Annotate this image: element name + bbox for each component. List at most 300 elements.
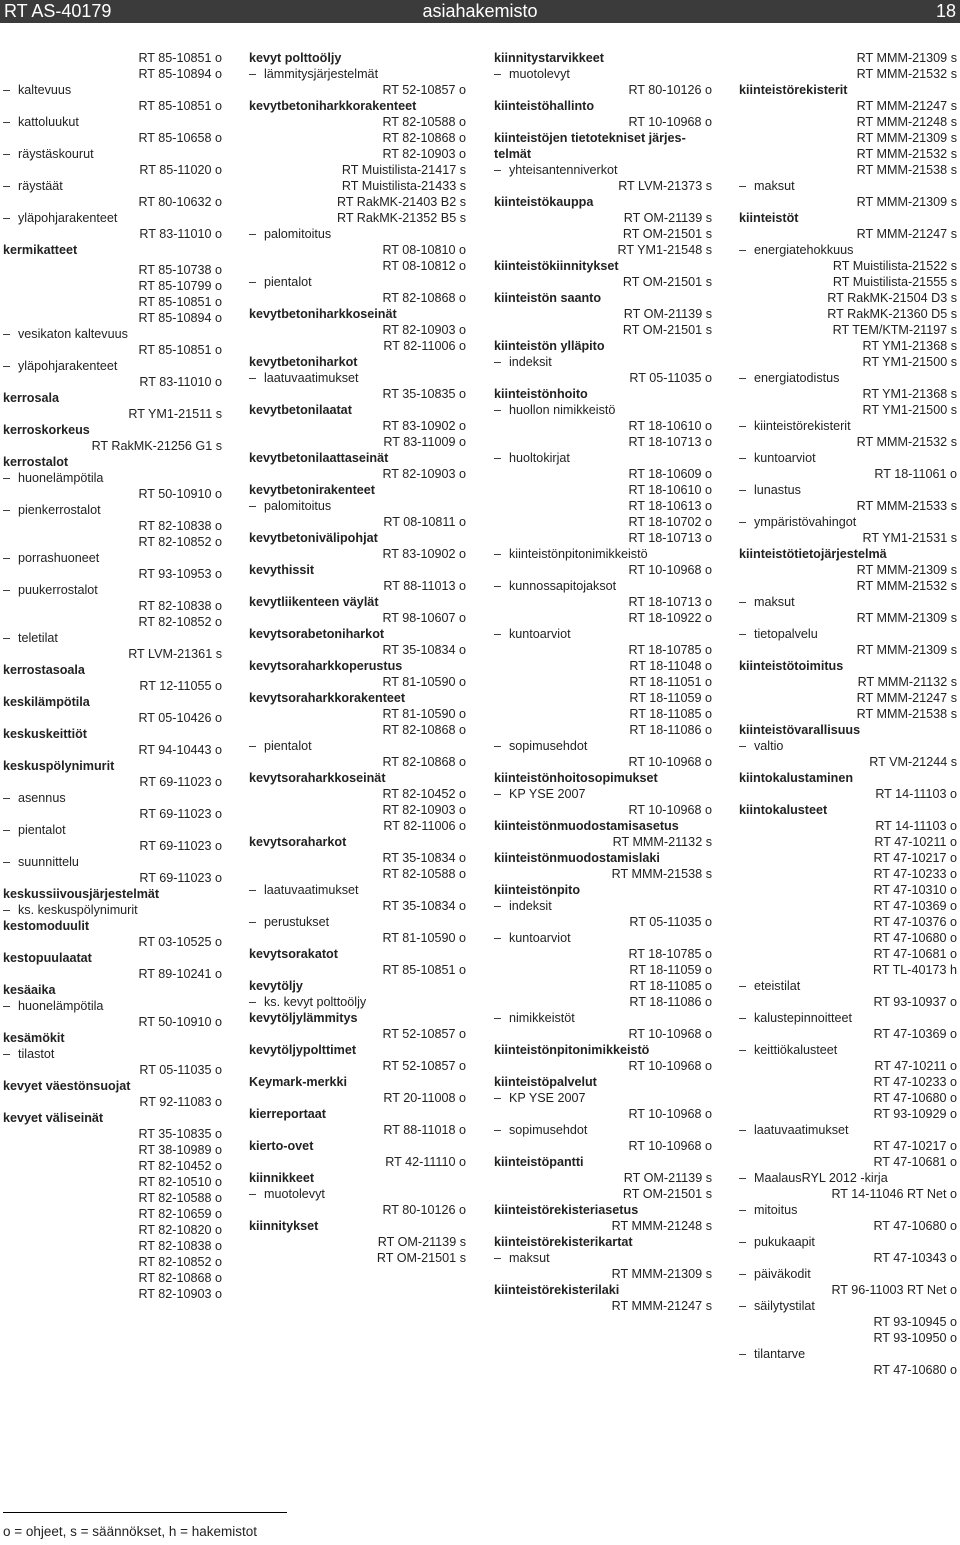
index-subentry: – laatuvaatimukset [739,1122,957,1138]
index-subentry: – huoltokirjat [494,450,712,466]
index-reference: RT 81-10590 o [382,707,466,721]
index-heading: kiinnitystarvikkeet [494,51,604,65]
index-heading: kerrostalot [3,455,69,469]
index-subentry: – kuntoarviot [494,930,712,946]
index-reference: RT 85-10851 o [138,51,222,65]
index-reference: RT 85-10658 o [138,131,222,145]
index-reference: RT OM-21139 s [623,307,712,321]
index-reference: RT VM-21244 s [869,755,957,769]
index-reference: RT Muistilista-21522 s [832,259,957,273]
index-reference: RT 80-10126 o [628,83,712,97]
index-reference: RT 82-10868 o [138,1271,222,1285]
index-reference: RT 35-10835 o [138,1127,222,1141]
index-reference: RT 83-11010 o [139,375,222,389]
index-reference: RT 98-10607 o [382,611,466,625]
index-heading: kiinteistönmuodostamisasetus [494,819,679,833]
index-heading: keskussiivousjärjestelmät [3,887,160,901]
index-reference: RT MMM-21309 s [856,611,957,625]
index-reference: RT 83-11010 o [139,227,222,241]
header-section-title: asiahakemisto [422,1,538,21]
index-reference: RT OM-21501 s [622,275,712,289]
index-reference: RT 47-10233 o [873,1075,957,1089]
index-reference: RT MMM-21309 s [611,1267,712,1281]
index-reference: RT 08-10812 o [382,259,466,273]
index-subentry: – kuntoarviot [494,626,712,642]
index-reference: RT 89-10241 o [138,967,222,981]
index-reference: RT 47-10310 o [873,883,957,897]
index-subentry: – pienkerrostalot [3,502,222,518]
index-subentry: – kiinteistörekisterit [739,418,957,434]
index-subentry: – porrashuoneet [3,550,222,566]
index-subentry: – KP YSE 2007 [494,1090,712,1106]
index-reference: RT 18-10785 o [628,643,712,657]
index-reference: RT 18-10613 o [628,499,712,513]
index-heading: kestopuulaatat [3,951,92,965]
index-reference: RT OM-21139 s [377,1235,466,1249]
index-subentry: – tilantarve [739,1346,957,1362]
index-subentry: – kiinteistönpitonimikkeistö [494,546,712,562]
index-reference: RT 82-10868 o [382,755,466,769]
index-reference: RT 92-11083 o [139,1095,222,1109]
index-reference: RT 35-10834 o [382,851,466,865]
index-reference: RT 85-10799 o [138,279,222,293]
index-reference: RT 52-10857 o [382,1027,466,1041]
index-reference: RT 18-11085 o [629,707,712,721]
index-reference: RT 82-10588 o [382,867,466,881]
index-reference: RT 82-10903 o [382,323,466,337]
index-reference: RT OM-21501 s [622,227,712,241]
index-reference: RT 94-10443 o [138,743,222,757]
index-reference: RT 96-11003 RT Net o [831,1283,957,1297]
index-reference: RT OM-21139 s [623,1171,712,1185]
index-subentry: – räystäskourut [3,146,222,162]
index-reference: RT MMM-21538 s [856,163,957,177]
index-heading: kevyet väestönsuojat [3,1079,131,1093]
index-reference: RT YM1-21511 s [128,407,222,421]
index-reference: RT 82-10820 o [138,1223,222,1237]
index-heading: kiinteistöpantti [494,1155,584,1169]
index-subentry: – vesikaton kaltevuus [3,326,222,342]
index-reference: RT 82-10838 o [138,1239,222,1253]
index-heading: kevytöljypolttimet [249,1043,357,1057]
index-reference: RT 12-11055 o [139,679,222,693]
index-subentry: – asennus [3,790,222,806]
index-reference: RT 93-10929 o [873,1107,957,1121]
index-heading: kiinteistöjen tietotekniset järjes- [494,131,686,145]
index-heading: kevytsoraharkkoseinät [249,771,386,785]
index-reference: RT 80-10632 o [138,195,222,209]
index-heading: kiinteistötietojärjestelmä [739,547,887,561]
index-reference: RT MMM-21309 s [856,51,957,65]
index-heading: kevytbetonilaattaseinät [249,451,389,465]
index-subentry: – ympäristövahingot [739,514,957,530]
index-reference: RT 47-10680 o [873,1219,957,1233]
index-reference: RT 82-10452 o [382,787,466,801]
index-reference: RT 82-10903 o [138,1287,222,1301]
index-reference: RT 82-10452 o [138,1159,222,1173]
index-heading: kevytöljylämmitys [249,1011,358,1025]
index-column-4 [739,50,957,1378]
index-reference: RT MMM-21309 s [856,131,957,145]
index-subentry: – yläpohjarakenteet [3,210,222,226]
index-subentry: – teletilat [3,630,222,646]
index-subentry: – lunastus [739,482,957,498]
index-heading: kiinteistön saanto [494,291,602,305]
index-subentry: – kunnossapitojaksot [494,578,712,594]
index-heading: kierreportaat [249,1107,326,1121]
index-subentry: – pientalot [249,738,466,754]
index-reference: RT 35-10834 o [382,643,466,657]
index-reference: RT 08-10810 o [382,243,466,257]
index-reference: RT 08-10811 o [383,515,466,529]
index-reference: RT YM1-21368 s [862,339,957,353]
index-reference: RT 05-11035 o [629,915,712,929]
index-reference: RT 69-11023 o [139,871,222,885]
index-heading: kevytsorakatot [249,947,338,961]
index-subentry: – laatuvaatimukset [249,882,466,898]
index-reference: RT 18-11086 o [629,723,712,737]
index-reference: RT 42-11110 o [385,1155,466,1169]
index-reference: RT 47-10680 o [873,1363,957,1377]
index-heading: telmät [494,147,532,161]
index-reference: RT 81-10590 o [382,675,466,689]
index-subentry: – lämmitysjärjestelmät [249,66,466,82]
index-heading: kevyet väliseinät [3,1111,104,1125]
index-reference: RT YM1-21548 s [617,243,712,257]
index-reference: RT OM-21501 s [376,1251,466,1265]
index-reference: RT 47-10369 o [873,899,957,913]
index-reference: RT MMM-21247 s [856,227,957,241]
index-heading: keskuspölynimurit [3,759,115,773]
index-reference: RT 10-10968 o [628,1107,712,1121]
index-reference: RT 93-10937 o [873,995,957,1009]
index-subentry: – energiatehokkuus [739,242,957,258]
index-reference: RT LVM-21361 s [128,647,222,661]
index-reference: RT 35-10834 o [382,899,466,913]
index-reference: RT 82-10852 o [138,615,222,629]
index-subentry: – säilytystilat [739,1298,957,1314]
index-heading: kiinteistönhoitosopimukset [494,771,658,785]
index-subentry: – muotolevyt [249,1186,466,1202]
index-reference: RT 52-10857 o [382,1059,466,1073]
index-reference: RT 82-10852 o [138,535,222,549]
index-reference: RT 82-10903 o [382,803,466,817]
index-subentry: – kaltevuus [3,82,222,98]
index-reference: RT MMM-21532 s [856,67,957,81]
index-reference: RT 14-11103 o [875,787,957,801]
index-reference: RT MMM-21132 s [857,675,957,689]
index-subentry: – indeksit [494,898,712,914]
index-reference: RT 88-11018 o [383,1123,466,1137]
index-reference: RT MMM-21309 s [856,643,957,657]
index-heading: kiinteistökauppa [494,195,594,209]
index-heading: kerroskorkeus [3,423,90,437]
index-subentry: – kuntoarviot [739,450,957,466]
index-reference: RT 18-10713 o [628,531,712,545]
index-reference: RT 85-11020 o [139,163,222,177]
index-reference: RT 18-10702 o [628,515,712,529]
index-heading: kiinteistönhoito [494,387,588,401]
index-subentry: – kalustepinnoitteet [739,1010,957,1026]
index-heading: kevytsoraharkkorakenteet [249,691,406,705]
index-reference: RT 03-10525 o [138,935,222,949]
index-heading: kevytsorabetoniharkot [249,627,385,641]
index-reference: RT 47-10369 o [873,1027,957,1041]
index-reference: RT 18-10610 o [628,419,712,433]
index-reference: RT 93-10953 o [138,567,222,581]
index-heading: Keymark-merkki [249,1075,348,1089]
index-heading: kiinteistörekisterikartat [494,1235,633,1249]
index-reference: RT MMM-21309 s [856,195,957,209]
index-reference: RT MMM-21132 s [612,835,712,849]
index-reference: RT 85-10738 o [138,263,222,277]
index-reference: RT 82-10838 o [138,599,222,613]
index-reference: RT MMM-21532 s [856,147,957,161]
index-heading: kiinteistönpitonimikkeistö [494,1043,650,1057]
index-reference: RT MMM-21309 s [856,563,957,577]
index-reference: RT 82-10903 o [382,147,466,161]
index-reference: RT 93-10945 o [873,1315,957,1329]
index-heading: kiinteistörekisteriasetus [494,1203,639,1217]
index-subentry: – laatuvaatimukset [249,370,466,386]
index-reference: RT 82-10659 o [138,1207,222,1221]
index-reference: RT 85-10894 o [138,311,222,325]
index-reference: RT MMM-21532 s [856,435,957,449]
index-reference: RT MMM-21248 s [856,115,957,129]
index-heading: kiinteistönpito [494,883,581,897]
index-reference: RT 82-10838 o [138,519,222,533]
index-heading: kiinteistöhallinto [494,99,595,113]
index-reference: RT TL-40173 h [872,963,957,977]
index-reference: RT TEM/KTM-21197 s [832,323,957,337]
index-heading: kevytbetoniharkkoseinät [249,307,397,321]
index-heading: keskilämpötila [3,695,90,709]
index-subentry: – kattoluukut [3,114,222,130]
index-reference: RT 47-10680 o [873,931,957,945]
index-reference: RT 69-11023 o [139,839,222,853]
index-reference: RT 80-10126 o [382,1203,466,1217]
index-heading: kiinteistörekisterit [739,83,848,97]
index-heading: kevytöljy [249,979,303,993]
index-reference: RT 83-10902 o [382,547,466,561]
index-subentry: – maksut [739,178,957,194]
index-heading: kestomoduulit [3,919,90,933]
index-reference: RT 05-11035 o [629,371,712,385]
index-reference: RT 85-10894 o [138,67,222,81]
index-reference: RT 05-10426 o [138,711,222,725]
index-reference: RT 88-11013 o [383,579,466,593]
index-heading: keskuskeittiöt [3,727,87,741]
index-subentry: – tietopalvelu [739,626,957,642]
index-heading: kiinnikkeet [249,1171,315,1185]
index-subentry: – suunnittelu [3,854,222,870]
index-reference: RT YM1-21500 s [862,403,957,417]
index-reference: RT YM1-21500 s [862,355,957,369]
index-reference: RT 82-10868 o [382,131,466,145]
index-reference: RT 10-10968 o [628,563,712,577]
index-reference: RT 47-10217 o [873,851,957,865]
index-reference: RT 18-10610 o [628,483,712,497]
index-reference: RT OM-21501 s [622,1187,712,1201]
index-reference: RT 18-10922 o [628,611,712,625]
index-reference: RT 20-11008 o [383,1091,466,1105]
index-reference: RT 47-10681 o [873,947,957,961]
index-column-2 [249,50,466,1266]
index-reference: RT 14-11103 o [875,819,957,833]
index-heading: kevytsoraharkkoperustus [249,659,403,673]
index-heading: kevytliikenteen väylät [249,595,379,609]
index-subentry: – keittiökalusteet [739,1042,957,1058]
index-reference: RT 10-10968 o [628,115,712,129]
index-subentry: – perustukset [249,914,466,930]
index-reference: RT 82-10903 o [382,467,466,481]
index-subentry: – sopimusehdot [494,1122,712,1138]
index-reference: RT Muistilista-21433 s [341,179,466,193]
index-reference: RT 38-10989 o [138,1143,222,1157]
index-reference: RT 47-10233 o [873,867,957,881]
index-reference: RT 81-10590 o [382,931,466,945]
index-reference: RT 10-10968 o [628,1027,712,1041]
index-reference: RT MMM-21247 s [611,1299,712,1313]
index-reference: RT 50-10910 o [138,1015,222,1029]
index-reference: RT 93-10950 o [873,1331,957,1345]
index-subentry: – muotolevyt [494,66,712,82]
index-heading: kevytbetonivälipohjat [249,531,378,545]
index-subentry: – ks. kevyt polttoöljy [249,994,466,1010]
index-subentry: – huollon nimikkeistö [494,402,712,418]
index-reference: RT 82-10588 o [382,115,466,129]
index-heading: kevythissit [249,563,315,577]
index-reference: RT 82-10510 o [138,1175,222,1189]
index-reference: RT RakMK-21352 B5 s [336,211,466,225]
index-subentry: – energiatodistus [739,370,957,386]
index-reference: RT YM1-21368 s [862,387,957,401]
index-heading: kevytbetoniharkot [249,355,358,369]
index-heading: kesämökit [3,1031,65,1045]
index-subentry: – pukukaapit [739,1234,957,1250]
index-heading: kiinteistötoimitus [739,659,844,673]
index-reference: RT Muistilista-21417 s [341,163,466,177]
index-heading: kevytbetoniharkkorakenteet [249,99,417,113]
index-reference: RT MMM-21538 s [856,707,957,721]
index-reference: RT 47-10681 o [873,1155,957,1169]
index-subentry: – huonelämpötila [3,998,222,1014]
index-heading: kerrostasoala [3,663,85,677]
index-subentry: – palomitoitus [249,226,466,242]
index-reference: RT 10-10968 o [628,1059,712,1073]
index-heading: kiinteistövarallisuus [739,723,861,737]
index-subentry: – maksut [739,594,957,610]
index-heading: kesäaika [3,983,56,997]
index-reference: RT 82-10868 o [382,723,466,737]
index-reference: RT 47-10376 o [873,915,957,929]
index-reference: RT 47-10217 o [873,1139,957,1153]
index-reference: RT 85-10851 o [138,295,222,309]
index-reference: RT 18-11059 o [629,691,712,705]
index-heading: kiintokalustaminen [739,771,854,785]
index-reference: RT 82-10868 o [382,291,466,305]
index-heading: kermikatteet [3,243,78,257]
index-heading: kiinteistönmuodostamislaki [494,851,660,865]
index-heading: kiintokalusteet [739,803,828,817]
index-reference: RT MMM-21532 s [856,579,957,593]
index-reference: RT OM-21501 s [622,323,712,337]
header-document-code: RT AS-40179 [4,1,112,21]
index-reference: RT 18-11048 o [629,659,712,673]
index-reference: RT 47-10680 o [873,1091,957,1105]
index-reference: RT RakMK-21360 D5 s [827,307,957,321]
index-reference: RT 18-10713 o [628,435,712,449]
index-subentry: – yläpohjarakenteet [3,358,222,374]
index-heading: kerrosala [3,391,60,405]
index-reference: RT 18-11051 o [629,675,712,689]
index-subentry: – mitoitus [739,1202,957,1218]
index-heading: kevytbetonirakenteet [249,483,375,497]
index-reference: RT 10-10968 o [628,755,712,769]
index-reference: RT MMM-21248 s [611,1219,712,1233]
index-subentry: – tilastot [3,1046,222,1062]
index-heading: kiinteistöpalvelut [494,1075,597,1089]
index-reference: RT 85-10851 o [382,963,466,977]
index-subentry: – päiväkodit [739,1266,957,1282]
index-heading: kevyt polttoöljy [249,51,342,65]
index-reference: RT 18-10609 o [628,467,712,481]
index-reference: RT RakMK-21256 G1 s [91,439,222,453]
index-heading: kiinteistörekisterilaki [494,1283,620,1297]
index-heading: kevytsoraharkot [249,835,347,849]
index-reference: RT 52-10857 o [382,83,466,97]
index-reference: RT 10-10968 o [628,803,712,817]
index-reference: RT 18-11059 o [629,963,712,977]
index-heading: kiinteistökiinnitykset [494,259,619,273]
index-subentry: – valtio [739,738,957,754]
index-reference: RT 82-10588 o [138,1191,222,1205]
index-subentry: – palomitoitus [249,498,466,514]
index-subentry: – pientalot [3,822,222,838]
index-subentry: – puukerrostalot [3,582,222,598]
index-column-1 [3,50,222,1302]
index-heading: kiinnitykset [249,1219,319,1233]
index-reference: RT MMM-21538 s [611,867,712,881]
header-page-number: 18 [935,1,956,21]
index-reference: RT Muistilista-21555 s [832,275,957,289]
index-subentry: – ks. keskuspölynimurit [3,902,222,918]
index-subentry: – räystäät [3,178,222,194]
index-subentry: – eteistilat [739,978,957,994]
index-heading: kiinteistön ylläpito [494,339,605,353]
index-reference: RT 83-11009 o [383,435,466,449]
index-subentry: – nimikkeistöt [494,1010,712,1026]
index-reference: RT 47-10211 o [874,835,957,849]
index-reference: RT 69-11023 o [139,775,222,789]
index-reference: RT MMM-21247 s [856,99,957,113]
index-reference: RT 82-11006 o [383,819,466,833]
index-subentry: – KP YSE 2007 [494,786,712,802]
index-reference: RT YM1-21531 s [862,531,957,545]
index-heading: kiinteistöt [739,211,799,225]
index-subentry: – MaalausRYL 2012 -kirja [739,1170,957,1186]
index-subentry: – sopimusehdot [494,738,712,754]
index-reference: RT 05-11035 o [139,1063,222,1077]
index-reference: RT 18-10713 o [628,595,712,609]
index-reference: RT 85-10851 o [138,99,222,113]
index-reference: RT 85-10851 o [138,343,222,357]
index-reference: RT 18-11086 o [629,995,712,1009]
index-column-3 [494,50,712,1314]
index-reference: RT RakMK-21403 B2 s [336,195,466,209]
index-reference: RT 14-11046 RT Net o [831,1187,957,1201]
index-reference: RT 50-10910 o [138,487,222,501]
